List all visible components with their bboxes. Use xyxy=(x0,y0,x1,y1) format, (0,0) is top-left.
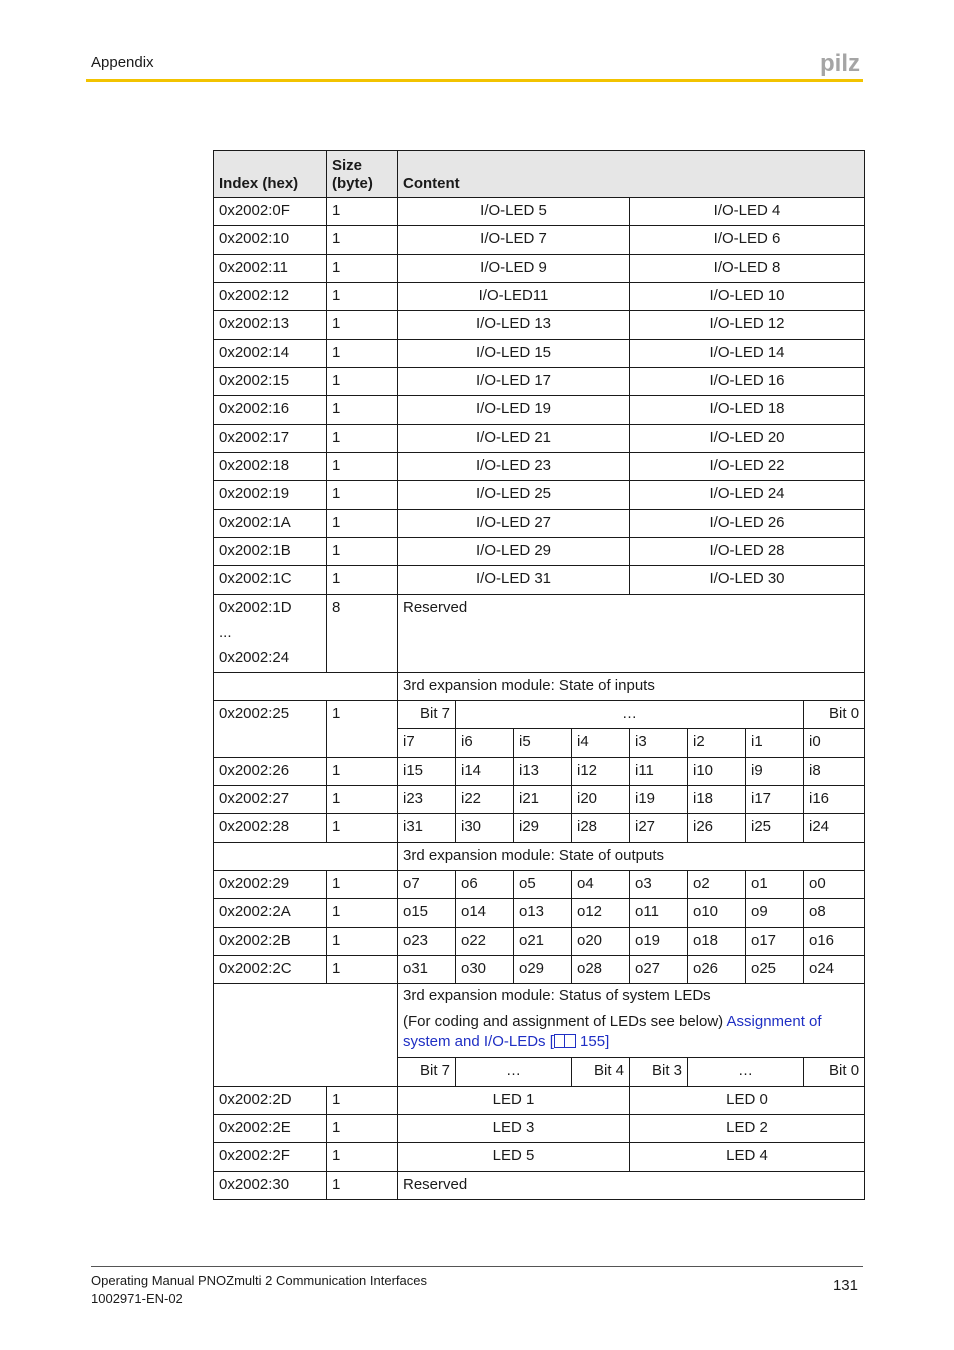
led-cell-high: I/O-LED 25 xyxy=(398,481,630,509)
index-cell: 0x2002:15 xyxy=(214,367,327,395)
empty-cell xyxy=(214,842,398,870)
index-cell: 0x2002:28 xyxy=(214,814,327,842)
bit-cell: i15 xyxy=(398,757,456,785)
bit-cell: i4 xyxy=(572,729,630,757)
index-range-cell xyxy=(214,594,327,672)
led-cell-low: I/O-LED 28 xyxy=(630,537,865,565)
bit-cell: i25 xyxy=(746,814,804,842)
bit-cell: i1 xyxy=(746,729,804,757)
pilz-logo: pilz xyxy=(820,50,860,77)
led-cell-low: LED 4 xyxy=(630,1143,865,1171)
size-cell: 1 xyxy=(327,537,398,565)
object-index-table xyxy=(213,150,865,1200)
index-cell: 0x2002:16 xyxy=(214,396,327,424)
index-cell: 0x2002:26 xyxy=(214,757,327,785)
bit-cell: o26 xyxy=(688,955,746,983)
table-row xyxy=(214,1086,865,1114)
index-cell: 0x2002:1A xyxy=(214,509,327,537)
size-cell: 1 xyxy=(327,757,398,785)
section-row xyxy=(214,984,865,1058)
footer-title: Operating Manual PNOZmulti 2 Communication Interfaces xyxy=(91,1273,427,1288)
index-range-line: ... xyxy=(219,623,232,641)
index-cell: 0x2002:1C xyxy=(214,566,327,594)
size-cell: 1 xyxy=(327,1086,398,1114)
bit-cell: i30 xyxy=(456,814,514,842)
bit-cell: o30 xyxy=(456,955,514,983)
table-row xyxy=(214,700,865,728)
section-note xyxy=(403,1012,859,1052)
bit-cell: o23 xyxy=(398,927,456,955)
bit-high-label: Bit 7 xyxy=(398,700,456,728)
bit-cell: o7 xyxy=(398,870,456,898)
section-row xyxy=(214,842,865,870)
table-row xyxy=(214,870,865,898)
table-row xyxy=(214,955,865,983)
led-cell-low: I/O-LED 24 xyxy=(630,481,865,509)
reserved-row xyxy=(214,594,865,672)
index-cell: 0x2002:25 xyxy=(214,700,327,757)
bit7-label: Bit 7 xyxy=(398,1058,456,1086)
bit-cell: i5 xyxy=(514,729,572,757)
index-cell: 0x2002:17 xyxy=(214,424,327,452)
table-row xyxy=(214,339,865,367)
table-row xyxy=(214,282,865,310)
size-cell: 1 xyxy=(327,339,398,367)
bit-cell: i0 xyxy=(804,729,865,757)
led-cell-high: I/O-LED 27 xyxy=(398,509,630,537)
bit-cell: o8 xyxy=(804,899,865,927)
bit-cell: o10 xyxy=(688,899,746,927)
bit-cell: o18 xyxy=(688,927,746,955)
section-title: 3rd expansion module: State of outputs xyxy=(398,842,865,870)
page-number: 131 xyxy=(832,1277,858,1294)
footer-doc-number: 1002971-EN-02 xyxy=(91,1291,183,1306)
table-row xyxy=(214,311,865,339)
bit-cell: i2 xyxy=(688,729,746,757)
index-cell: 0x2002:2A xyxy=(214,899,327,927)
content-cell: Reserved xyxy=(398,594,865,672)
bit3-label: Bit 3 xyxy=(630,1058,688,1086)
bit-cell: i29 xyxy=(514,814,572,842)
index-cell: 0x2002:0F xyxy=(214,198,327,226)
table-row xyxy=(214,226,865,254)
index-cell: 0x2002:2E xyxy=(214,1114,327,1142)
size-cell: 1 xyxy=(327,1143,398,1171)
table-row xyxy=(214,424,865,452)
led-cell-low: I/O-LED 26 xyxy=(630,509,865,537)
index-cell: 0x2002:30 xyxy=(214,1171,327,1199)
led-cell-low: LED 0 xyxy=(630,1086,865,1114)
bit-cell: o27 xyxy=(630,955,688,983)
book-icon xyxy=(554,1034,576,1048)
bit-cell: i26 xyxy=(688,814,746,842)
table-header-row xyxy=(214,151,865,198)
size-cell: 1 xyxy=(327,927,398,955)
content-cell: Reserved xyxy=(398,1171,865,1199)
header-divider xyxy=(86,79,863,82)
bit-cell: o9 xyxy=(746,899,804,927)
led-cell-high: LED 1 xyxy=(398,1086,630,1114)
bit-cell: i22 xyxy=(456,785,514,813)
led-cell-low: I/O-LED 18 xyxy=(630,396,865,424)
led-cell-low: I/O-LED 20 xyxy=(630,424,865,452)
index-cell: 0x2002:19 xyxy=(214,481,327,509)
header-section-title: Appendix xyxy=(91,54,154,71)
bit-cell: o20 xyxy=(572,927,630,955)
bit-cell: o4 xyxy=(572,870,630,898)
bit-cell: i19 xyxy=(630,785,688,813)
table-row xyxy=(214,899,865,927)
bit-cell: i17 xyxy=(746,785,804,813)
bit-cell: i23 xyxy=(398,785,456,813)
section-title: 3rd expansion module: State of inputs xyxy=(398,672,865,700)
table-row xyxy=(214,785,865,813)
index-cell: 0x2002:27 xyxy=(214,785,327,813)
bit-cell: i24 xyxy=(804,814,865,842)
bit-cell: i31 xyxy=(398,814,456,842)
led-cell-low: I/O-LED 22 xyxy=(630,452,865,480)
led-cell-high: I/O-LED 31 xyxy=(398,566,630,594)
table-row xyxy=(214,1143,865,1171)
link-text: Assignment of system and I/O-LEDs [ xyxy=(403,1013,822,1051)
led-cell-high: LED 3 xyxy=(398,1114,630,1142)
led-cell-low: I/O-LED 16 xyxy=(630,367,865,395)
bit-cell: o0 xyxy=(804,870,865,898)
table-row xyxy=(214,509,865,537)
index-range-line: 0x2002:24 xyxy=(219,648,290,666)
led-cell-high: I/O-LED 21 xyxy=(398,424,630,452)
bit-cell: o15 xyxy=(398,899,456,927)
index-cell: 0x2002:1B xyxy=(214,537,327,565)
size-cell: 1 xyxy=(327,396,398,424)
bit4-label: Bit 4 xyxy=(572,1058,630,1086)
bit-cell: i27 xyxy=(630,814,688,842)
size-cell: 8 xyxy=(327,594,398,672)
table-row xyxy=(214,1171,865,1199)
led-cell-low: I/O-LED 14 xyxy=(630,339,865,367)
bit-cell: o24 xyxy=(804,955,865,983)
bit-cell: o17 xyxy=(746,927,804,955)
bit-low-label: Bit 0 xyxy=(804,700,865,728)
header-size: Size (byte) xyxy=(327,151,398,198)
bit-cell: i6 xyxy=(456,729,514,757)
note-prefix: (For coding and assignment of LEDs see below) xyxy=(403,1013,727,1031)
bit-cell: o13 xyxy=(514,899,572,927)
led-cell-high: I/O-LED 17 xyxy=(398,367,630,395)
empty-cell xyxy=(214,984,398,1086)
led-cell-low: I/O-LED 6 xyxy=(630,226,865,254)
table-row xyxy=(214,396,865,424)
bit-cell: o5 xyxy=(514,870,572,898)
section-row xyxy=(214,672,865,700)
bit-cell: i12 xyxy=(572,757,630,785)
led-cell-high: LED 5 xyxy=(398,1143,630,1171)
led-cell-low: I/O-LED 10 xyxy=(630,282,865,310)
size-cell: 1 xyxy=(327,254,398,282)
bit-cell: i14 xyxy=(456,757,514,785)
table-row xyxy=(214,537,865,565)
table-row xyxy=(214,927,865,955)
header-index: Index (hex) xyxy=(214,151,327,198)
size-cell: 1 xyxy=(327,566,398,594)
led-cell-high: I/O-LED 5 xyxy=(398,198,630,226)
index-cell: 0x2002:12 xyxy=(214,282,327,310)
bit-cell: i9 xyxy=(746,757,804,785)
size-cell: 1 xyxy=(327,452,398,480)
bit-ellipsis: … xyxy=(688,1058,804,1086)
table-row xyxy=(214,566,865,594)
size-cell: 1 xyxy=(327,870,398,898)
bit-cell: o1 xyxy=(746,870,804,898)
bit-cell: i16 xyxy=(804,785,865,813)
led-cell-low: I/O-LED 4 xyxy=(630,198,865,226)
led-cell-low: I/O-LED 8 xyxy=(630,254,865,282)
index-cell: 0x2002:10 xyxy=(214,226,327,254)
led-cell-high: I/O-LED 19 xyxy=(398,396,630,424)
table-row xyxy=(214,481,865,509)
size-cell: 1 xyxy=(327,899,398,927)
size-cell: 1 xyxy=(327,367,398,395)
bit-cell: i10 xyxy=(688,757,746,785)
bit-cell: o3 xyxy=(630,870,688,898)
bit-cell: i18 xyxy=(688,785,746,813)
size-cell: 1 xyxy=(327,1171,398,1199)
size-cell: 1 xyxy=(327,198,398,226)
index-cell: 0x2002:2B xyxy=(214,927,327,955)
bit-cell: o2 xyxy=(688,870,746,898)
bit-cell: o16 xyxy=(804,927,865,955)
led-cell-low: I/O-LED 12 xyxy=(630,311,865,339)
bit-cell: i28 xyxy=(572,814,630,842)
bit-cell: o22 xyxy=(456,927,514,955)
bit-ellipsis: … xyxy=(456,700,804,728)
led-cell-high: I/O-LED 15 xyxy=(398,339,630,367)
bit-cell: i11 xyxy=(630,757,688,785)
table-row xyxy=(214,814,865,842)
bit-cell: o6 xyxy=(456,870,514,898)
bit-cell: o19 xyxy=(630,927,688,955)
bit-cell: i3 xyxy=(630,729,688,757)
table-row xyxy=(214,757,865,785)
index-cell: 0x2002:13 xyxy=(214,311,327,339)
bit-cell: o29 xyxy=(514,955,572,983)
table-row xyxy=(214,1114,865,1142)
header-content: Content xyxy=(398,151,865,198)
index-cell: 0x2002:14 xyxy=(214,339,327,367)
bit-cell: i20 xyxy=(572,785,630,813)
table-row xyxy=(214,452,865,480)
size-cell: 1 xyxy=(327,814,398,842)
bit-cell: i13 xyxy=(514,757,572,785)
bit-cell: o31 xyxy=(398,955,456,983)
bit-cell: i7 xyxy=(398,729,456,757)
led-cell-high: I/O-LED 7 xyxy=(398,226,630,254)
bit-cell: o12 xyxy=(572,899,630,927)
bit0-label: Bit 0 xyxy=(804,1058,865,1086)
index-range-line: 0x2002:1D xyxy=(219,598,292,616)
index-cell: 0x2002:2C xyxy=(214,955,327,983)
bit-cell: o25 xyxy=(746,955,804,983)
index-cell: 0x2002:11 xyxy=(214,254,327,282)
table-row xyxy=(214,254,865,282)
led-cell-high: I/O-LED 29 xyxy=(398,537,630,565)
index-cell: 0x2002:29 xyxy=(214,870,327,898)
led-cell-high: I/O-LED 9 xyxy=(398,254,630,282)
section-title-cell xyxy=(398,984,865,1058)
link-page: 155] xyxy=(575,1033,610,1051)
bit-cell: o28 xyxy=(572,955,630,983)
size-cell: 1 xyxy=(327,700,398,757)
led-cell-high: I/O-LED 13 xyxy=(398,311,630,339)
size-cell: 1 xyxy=(327,424,398,452)
bit-cell: i8 xyxy=(804,757,865,785)
size-cell: 1 xyxy=(327,282,398,310)
index-cell: 0x2002:2F xyxy=(214,1143,327,1171)
size-cell: 1 xyxy=(327,1114,398,1142)
section-title: 3rd expansion module: Status of system LEDs xyxy=(403,987,711,1005)
led-cell-low: I/O-LED 30 xyxy=(630,566,865,594)
bit-ellipsis: … xyxy=(456,1058,572,1086)
index-cell: 0x2002:18 xyxy=(214,452,327,480)
empty-cell xyxy=(214,672,398,700)
size-cell: 1 xyxy=(327,226,398,254)
index-cell: 0x2002:2D xyxy=(214,1086,327,1114)
bit-cell: o21 xyxy=(514,927,572,955)
led-cell-high: I/O-LED11 xyxy=(398,282,630,310)
table-row xyxy=(214,198,865,226)
size-cell: 1 xyxy=(327,311,398,339)
led-cell-high: I/O-LED 23 xyxy=(398,452,630,480)
footer-divider xyxy=(91,1266,863,1267)
size-cell: 1 xyxy=(327,509,398,537)
size-cell: 1 xyxy=(327,955,398,983)
led-cell-low: LED 2 xyxy=(630,1114,865,1142)
bit-cell: i21 xyxy=(514,785,572,813)
size-cell: 1 xyxy=(327,481,398,509)
bit-cell: o14 xyxy=(456,899,514,927)
bit-cell: o11 xyxy=(630,899,688,927)
size-cell: 1 xyxy=(327,785,398,813)
table-row xyxy=(214,367,865,395)
